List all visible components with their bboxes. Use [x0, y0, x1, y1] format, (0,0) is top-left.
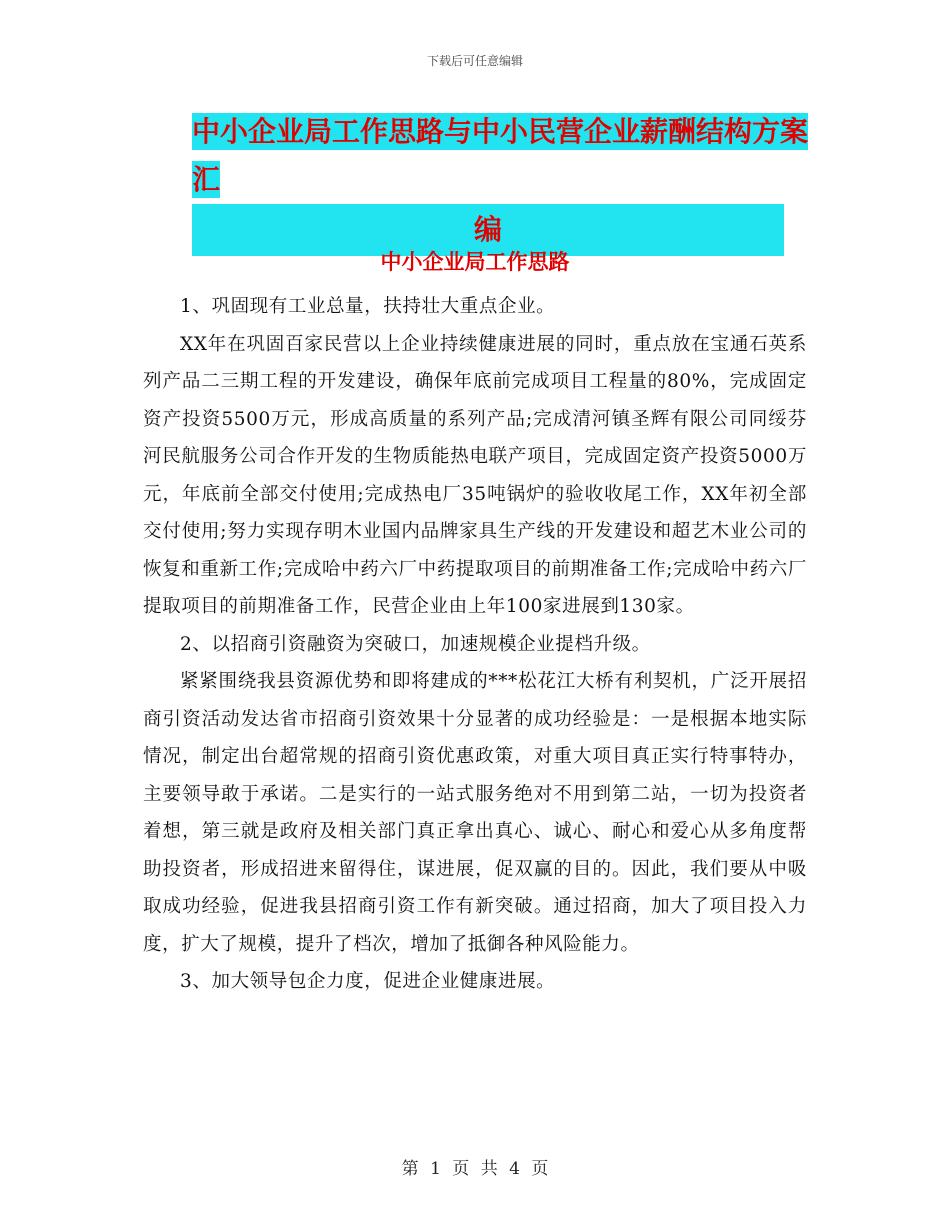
document-body	[143, 288, 807, 1001]
paragraph-5: 3、加大领导包企力度，促进企业健康进展。	[180, 971, 556, 992]
paragraph-4: 紧紧围绕我县资源优势和即将建成的***松花江大桥有利契机，广泛开展招商引资活动发达省市招商引资效果十分显著的成功经验是：一是根据本地实际情况，制定出台超常规的招商引资优惠政策，对重大项目真正实行特事特办，主要领导敢于承诺。二是实行的一站式服务绝对不用到第二站，一切为投资者着想，第三就是政府及相关部门真正拿出真心、诚心、耐心和爱心从多角度帮助投资者，形成招进来留得住，谋进展，促双赢的目的。因此，我们要从中吸取成功经验，促进我县招商引资工作有新突破。通过招商，加大了项目投入力度，扩大了规模，提升了档次，增加了抵御各种风险能力。	[143, 671, 807, 955]
document-title	[192, 108, 812, 256]
header-note: 下载后可任意编辑	[426, 54, 523, 68]
title-line-1: 中小企业局工作思路与中小民营企业薪酬结构方案汇	[192, 115, 809, 196]
title-line-2-text: 编	[473, 213, 502, 246]
paragraph-3: 2、以招商引资融资为突破口，加速规模企业提档升级。	[180, 633, 651, 655]
page-footer: 第 1 页 共 4 页	[401, 1159, 549, 1179]
paragraph-1: 1、巩固现有工业总量，扶持壮大重点企业。	[180, 296, 556, 317]
paragraph-2: XX年在巩固百家民营以上企业持续健康进展的同时，重点放在宝通石英系列产品二三期工程的开发建设，确保年底前完成项目工程量的80%，完成固定资产投资5500万元，形成高质量的系列产品;完成清河镇圣辉有限公司同绥芬河民航服务公司合作开发的生物质能热电联产项目，完成固定资产投资5000万元，年底前全部交付使用;完成热电厂35吨锅炉的验收收尾工作，XX年初全部交付使用;努力实现存明木业国内品牌家具生产线的开发建设和超艺木业公司的恢复和重新工作;完成哈中药六厂中药提取项目的前期准备工作;完成哈中药六厂提取项目的前期准备工作，民营企业由上年100家进展到130家。	[143, 333, 807, 617]
section-title: 中小企业局工作思路	[380, 250, 570, 274]
